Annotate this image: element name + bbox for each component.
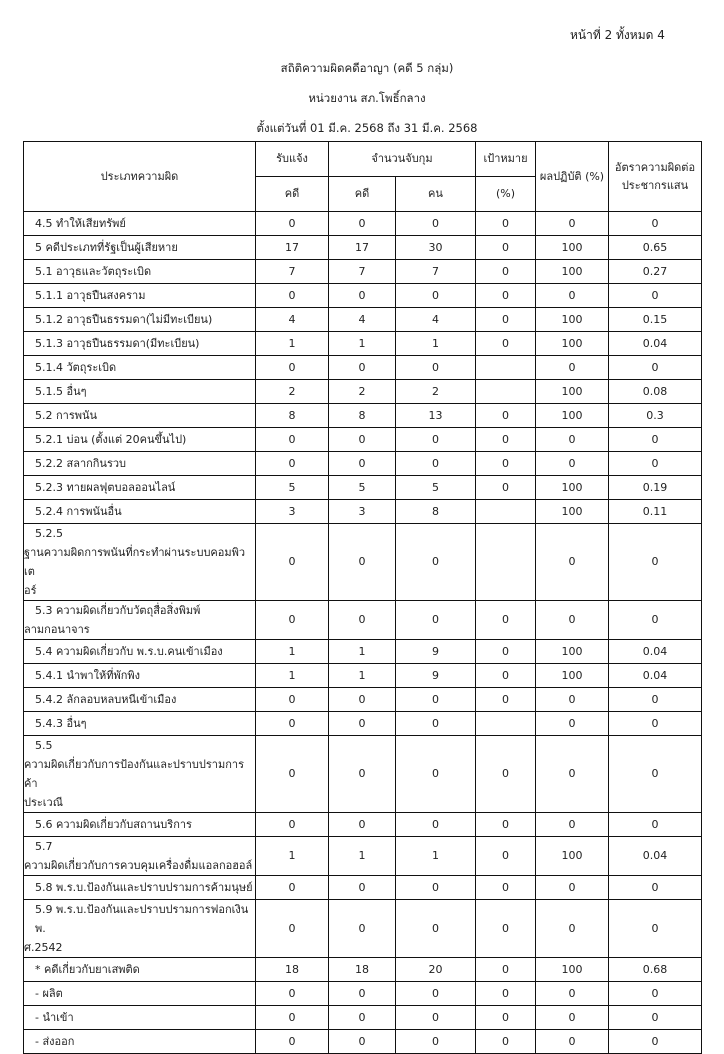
cases-cell: 0	[329, 601, 396, 640]
persons-cell: 7	[396, 260, 476, 284]
rate-cell: 0	[609, 1006, 702, 1030]
rate-cell: 0	[609, 212, 702, 236]
table-row	[24, 476, 702, 500]
offense-name-cell: 5 คดีประเภทที่รัฐเป็นผู้เสียหาย	[24, 236, 256, 260]
offense-name-cell	[24, 837, 256, 876]
offense-name-cell: 5.1.2 อาวุธปืนธรรมดา(ไม่มีทะเบียน)	[24, 308, 256, 332]
rate-cell: 0	[609, 736, 702, 813]
rate-cell: 0.19	[609, 476, 702, 500]
header-reported: รับแจ้ง	[256, 142, 329, 177]
performance-cell: 0	[536, 712, 609, 736]
offense-name-cell	[24, 601, 256, 640]
offense-name-cell: 5.4.2 ลักลอบหลบหนีเข้าเมือง	[24, 688, 256, 712]
cases-cell: 7	[329, 260, 396, 284]
persons-cell: 0	[396, 900, 476, 958]
offense-name-cell: 5.4.3 อื่นๆ	[24, 712, 256, 736]
cases-cell: 0	[329, 813, 396, 837]
rate-cell: 0	[609, 601, 702, 640]
reported-cell: 0	[256, 900, 329, 958]
report-title: สถิติความผิดคดีอาญา (คดี 5 กลุ่ม)	[280, 61, 454, 75]
offense-name-cell	[24, 736, 256, 813]
offense-name-cell	[24, 900, 256, 958]
performance-cell: 100	[536, 260, 609, 284]
target-cell	[476, 524, 536, 601]
cases-cell: 0	[329, 712, 396, 736]
rate-cell: 0.3	[609, 404, 702, 428]
persons-cell: 13	[396, 404, 476, 428]
performance-cell: 100	[536, 500, 609, 524]
target-cell	[476, 500, 536, 524]
performance-cell: 100	[536, 837, 609, 876]
rate-cell: 0	[609, 876, 702, 900]
target-cell: 0	[476, 1030, 536, 1054]
performance-cell: 100	[536, 308, 609, 332]
persons-cell: 0	[396, 452, 476, 476]
target-cell: 0	[476, 958, 536, 982]
cases-cell: 4	[329, 308, 396, 332]
rate-cell: 0.15	[609, 308, 702, 332]
rate-cell: 0	[609, 1030, 702, 1054]
persons-cell: 0	[396, 1006, 476, 1030]
cases-cell: 1	[329, 332, 396, 356]
table-row	[24, 404, 702, 428]
performance-cell: 0	[536, 813, 609, 837]
offense-name-cell: 5.1.1 อาวุธปืนสงคราม	[24, 284, 256, 308]
table-row	[24, 688, 702, 712]
offense-name-cell: 5.1.3 อาวุธปืนธรรมดา(มีทะเบียน)	[24, 332, 256, 356]
header-rate-line2: ประชากรแสน	[621, 178, 689, 192]
table-row	[24, 524, 702, 601]
reported-cell: 0	[256, 524, 329, 601]
reported-cell: 0	[256, 982, 329, 1006]
cases-cell: 0	[329, 1006, 396, 1030]
target-cell: 0	[476, 601, 536, 640]
persons-cell: 0	[396, 284, 476, 308]
rate-cell: 0.04	[609, 837, 702, 876]
reported-cell: 0	[256, 876, 329, 900]
offense-name-cell: 5.4 ความผิดเกี่ยวกับ พ.ร.บ.คนเข้าเมือง	[24, 640, 256, 664]
offense-name-name-line2: ความผิดเกี่ยวกับการป้องกันและปราบปรามการค้า	[24, 758, 244, 790]
persons-cell: 1	[396, 837, 476, 876]
header-row-1	[24, 142, 702, 177]
table-row	[24, 712, 702, 736]
offense-name-name-line1: 5.2.5	[35, 527, 63, 540]
reported-cell: 4	[256, 308, 329, 332]
table-row	[24, 982, 702, 1006]
performance-cell: 100	[536, 380, 609, 404]
performance-cell: 0	[536, 524, 609, 601]
reported-cell: 0	[256, 601, 329, 640]
reported-cell: 0	[256, 1006, 329, 1030]
report-period: ตั้งแต่วันที่ 01 มี.ค. 2568 ถึง 31 มี.ค. 2568	[256, 121, 478, 135]
performance-cell: 0	[536, 428, 609, 452]
reported-cell: 0	[256, 284, 329, 308]
header-performance: ผลปฏิบัติ (%)	[536, 142, 609, 212]
reported-cell: 1	[256, 837, 329, 876]
performance-cell: 100	[536, 404, 609, 428]
target-cell: 0	[476, 308, 536, 332]
header-reported-cases: คดี	[256, 177, 329, 212]
offense-name-cell: - ส่งออก	[24, 1030, 256, 1054]
rate-cell: 0.65	[609, 236, 702, 260]
reported-cell: 0	[256, 356, 329, 380]
persons-cell: 0	[396, 212, 476, 236]
cases-cell: 2	[329, 380, 396, 404]
reported-cell: 8	[256, 404, 329, 428]
reported-cell: 0	[256, 212, 329, 236]
table-row	[24, 876, 702, 900]
reported-cell: 7	[256, 260, 329, 284]
target-cell: 0	[476, 332, 536, 356]
persons-cell: 4	[396, 308, 476, 332]
table-row	[24, 813, 702, 837]
performance-cell: 100	[536, 664, 609, 688]
reported-cell: 5	[256, 476, 329, 500]
crime-statistics-table	[23, 141, 702, 1054]
persons-cell: 0	[396, 982, 476, 1006]
performance-cell: 100	[536, 332, 609, 356]
offense-name-cell: 5.6 ความผิดเกี่ยวกับสถานบริการ	[24, 813, 256, 837]
target-cell: 0	[476, 428, 536, 452]
target-cell: 0	[476, 837, 536, 876]
cases-cell: 1	[329, 640, 396, 664]
rate-cell: 0.11	[609, 500, 702, 524]
reported-cell: 1	[256, 664, 329, 688]
cases-cell: 0	[329, 688, 396, 712]
rate-cell: 0.04	[609, 332, 702, 356]
table-body	[24, 212, 702, 1054]
reported-cell: 3	[256, 500, 329, 524]
offense-name-cell: 5.2.1 บ่อน (ตั้งแต่ 20คนขึ้นไป)	[24, 428, 256, 452]
persons-cell: 9	[396, 664, 476, 688]
target-cell: 0	[476, 982, 536, 1006]
cases-cell: 5	[329, 476, 396, 500]
offense-name-name-line1: 5.7	[35, 840, 53, 853]
target-cell: 0	[476, 476, 536, 500]
rate-cell: 0.68	[609, 958, 702, 982]
table-row	[24, 428, 702, 452]
offense-name-cell: 5.2.4 การพนันอื่น	[24, 500, 256, 524]
cases-cell: 0	[329, 428, 396, 452]
rate-cell: 0	[609, 524, 702, 601]
target-cell: 0	[476, 876, 536, 900]
table-row	[24, 380, 702, 404]
performance-cell: 0	[536, 736, 609, 813]
performance-cell: 0	[536, 1006, 609, 1030]
offense-name-name-line2: ความผิดเกี่ยวกับการควบคุมเครื่องดื่มแอลกอฮอล์	[24, 859, 253, 872]
reported-cell: 0	[256, 813, 329, 837]
table-row	[24, 284, 702, 308]
performance-cell: 0	[536, 982, 609, 1006]
cases-cell: 0	[329, 356, 396, 380]
offense-name-cell: 4.5 ทำให้เสียทรัพย์	[24, 212, 256, 236]
header-arrested-persons: คน	[396, 177, 476, 212]
target-cell: 0	[476, 736, 536, 813]
persons-cell: 0	[396, 712, 476, 736]
offense-name-cell: * คดีเกี่ยวกับยาเสพติด	[24, 958, 256, 982]
reported-cell: 0	[256, 1030, 329, 1054]
table-row	[24, 356, 702, 380]
rate-cell: 0	[609, 428, 702, 452]
cases-cell: 1	[329, 664, 396, 688]
reported-cell: 1	[256, 640, 329, 664]
target-cell: 0	[476, 688, 536, 712]
cases-cell: 1	[329, 837, 396, 876]
header-target: เป้าหมาย	[476, 142, 536, 177]
rate-cell: 0	[609, 712, 702, 736]
offense-name-name-line2: ฐานความผิดการพนันที่กระทำผ่านระบบคอมพิวเต	[24, 546, 246, 578]
performance-cell: 100	[536, 640, 609, 664]
target-cell	[476, 356, 536, 380]
header-target-pct: (%)	[476, 177, 536, 212]
persons-cell: 20	[396, 958, 476, 982]
table-row	[24, 601, 702, 640]
table-row	[24, 1030, 702, 1054]
offense-name-name-line1: 5.9 พ.ร.บ.ป้องกันและปราบปรามการฟอกเงิน พ.	[35, 903, 249, 935]
persons-cell: 0	[396, 736, 476, 813]
offense-name-cell: - นำเข้า	[24, 1006, 256, 1030]
header-rate-line1: อัตราความผิดต่อ	[614, 160, 696, 174]
offense-name-cell: 5.1.5 อื่นๆ	[24, 380, 256, 404]
offense-name-name-line3: อร์	[24, 584, 37, 597]
cases-cell: 0	[329, 524, 396, 601]
performance-cell: 100	[536, 236, 609, 260]
rate-cell: 0	[609, 813, 702, 837]
offense-name-name-line3: ประเวณี	[24, 796, 63, 809]
persons-cell: 0	[396, 876, 476, 900]
cases-cell: 0	[329, 982, 396, 1006]
header-arrested: จำนวนจับกุม	[329, 142, 476, 177]
offense-name-cell: 5.8 พ.ร.บ.ป้องกันและปราบปรามการค้ามนุษย์	[24, 876, 256, 900]
performance-cell: 0	[536, 900, 609, 958]
rate-cell: 0.08	[609, 380, 702, 404]
performance-cell: 0	[536, 284, 609, 308]
target-cell	[476, 712, 536, 736]
cases-cell: 0	[329, 900, 396, 958]
table-row	[24, 260, 702, 284]
rate-cell: 0	[609, 982, 702, 1006]
target-cell: 0	[476, 236, 536, 260]
target-cell: 0	[476, 404, 536, 428]
performance-cell: 0	[536, 452, 609, 476]
reported-cell: 1	[256, 332, 329, 356]
offense-name-name-line1: 5.5	[35, 739, 53, 752]
offense-name-cell: 5.2 การพนัน	[24, 404, 256, 428]
offense-name-cell: 5.4.1 นำพาให้ที่พักพิง	[24, 664, 256, 688]
persons-cell: 30	[396, 236, 476, 260]
target-cell: 0	[476, 1006, 536, 1030]
table-row	[24, 332, 702, 356]
table-row	[24, 736, 702, 813]
reported-cell: 0	[256, 712, 329, 736]
persons-cell: 9	[396, 640, 476, 664]
persons-cell: 0	[396, 601, 476, 640]
target-cell: 0	[476, 212, 536, 236]
offense-name-cell: 5.1 อาวุธและวัตถุระเบิด	[24, 260, 256, 284]
performance-cell: 0	[536, 212, 609, 236]
persons-cell: 1	[396, 332, 476, 356]
reported-cell: 0	[256, 736, 329, 813]
table-row	[24, 212, 702, 236]
performance-cell: 0	[536, 1030, 609, 1054]
performance-cell: 0	[536, 688, 609, 712]
header-arrested-cases: คดี	[329, 177, 396, 212]
target-cell: 0	[476, 260, 536, 284]
cases-cell: 0	[329, 452, 396, 476]
table-row	[24, 500, 702, 524]
header-offense-type: ประเภทความผิด	[24, 142, 256, 212]
table-row	[24, 640, 702, 664]
target-cell	[476, 380, 536, 404]
table-row	[24, 236, 702, 260]
report-unit: หน่วยงาน สภ.โพธิ์กลาง	[308, 91, 426, 105]
rate-cell: 0	[609, 688, 702, 712]
persons-cell: 8	[396, 500, 476, 524]
offense-name-name-line1: 5.3 ความผิดเกี่ยวกับวัตถุสื่อสิ่งพิมพ์	[35, 604, 201, 617]
rate-cell: 0	[609, 900, 702, 958]
offense-name-cell: 5.2.3 ทายผลฟุตบอลออนไลน์	[24, 476, 256, 500]
performance-cell: 100	[536, 476, 609, 500]
table-row	[24, 900, 702, 958]
target-cell: 0	[476, 452, 536, 476]
rate-cell: 0	[609, 284, 702, 308]
cases-cell: 0	[329, 736, 396, 813]
offense-name-cell: 5.2.2 สลากกินรวบ	[24, 452, 256, 476]
cases-cell: 8	[329, 404, 396, 428]
rate-cell: 0.04	[609, 664, 702, 688]
persons-cell: 0	[396, 813, 476, 837]
table-row	[24, 664, 702, 688]
target-cell: 0	[476, 813, 536, 837]
cases-cell: 0	[329, 876, 396, 900]
target-cell: 0	[476, 664, 536, 688]
offense-name-cell: 5.1.4 วัตถุระเบิด	[24, 356, 256, 380]
rate-cell: 0.04	[609, 640, 702, 664]
persons-cell: 0	[396, 1030, 476, 1054]
table-row	[24, 308, 702, 332]
performance-cell: 0	[536, 876, 609, 900]
offense-name-name-line2: ศ.2542	[24, 941, 63, 954]
page-indicator: หน้าที่ 2 ทั้งหมด 4	[570, 28, 665, 42]
rate-cell: 0.27	[609, 260, 702, 284]
cases-cell: 17	[329, 236, 396, 260]
cases-cell: 0	[329, 212, 396, 236]
persons-cell: 5	[396, 476, 476, 500]
reported-cell: 18	[256, 958, 329, 982]
reported-cell: 0	[256, 452, 329, 476]
cases-cell: 0	[329, 284, 396, 308]
cases-cell: 18	[329, 958, 396, 982]
table-row	[24, 958, 702, 982]
cases-cell: 3	[329, 500, 396, 524]
header-rate	[609, 142, 702, 212]
table-row	[24, 452, 702, 476]
offense-name-name-line2: ลามกอนาจาร	[24, 623, 90, 636]
performance-cell: 0	[536, 601, 609, 640]
rate-cell: 0	[609, 452, 702, 476]
persons-cell: 0	[396, 524, 476, 601]
performance-cell: 0	[536, 356, 609, 380]
persons-cell: 0	[396, 356, 476, 380]
cases-cell: 0	[329, 1030, 396, 1054]
offense-name-cell	[24, 524, 256, 601]
performance-cell: 100	[536, 958, 609, 982]
reported-cell: 2	[256, 380, 329, 404]
table-row	[24, 837, 702, 876]
offense-name-cell: - ผลิต	[24, 982, 256, 1006]
reported-cell: 0	[256, 688, 329, 712]
target-cell: 0	[476, 284, 536, 308]
target-cell: 0	[476, 640, 536, 664]
reported-cell: 17	[256, 236, 329, 260]
table-row	[24, 1006, 702, 1030]
persons-cell: 2	[396, 380, 476, 404]
target-cell: 0	[476, 900, 536, 958]
reported-cell: 0	[256, 428, 329, 452]
persons-cell: 0	[396, 688, 476, 712]
rate-cell: 0	[609, 356, 702, 380]
persons-cell: 0	[396, 428, 476, 452]
